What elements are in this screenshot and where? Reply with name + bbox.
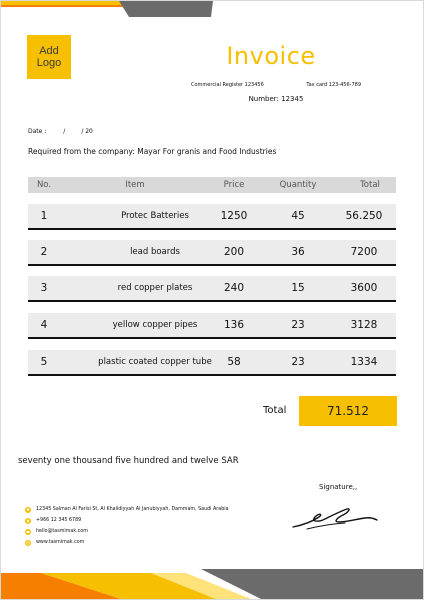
row-no: 1 xyxy=(40,210,48,222)
table-row xyxy=(28,350,396,376)
tax-card: Tax card 123-456-789 xyxy=(306,82,361,88)
contact-website xyxy=(25,537,229,548)
contact-text[interactable]: +966 12 345 6789 xyxy=(36,517,82,523)
signature-scribble xyxy=(289,503,381,533)
row-item: plastic coated copper tube xyxy=(98,357,212,367)
header-total: Total xyxy=(360,180,380,190)
table-header xyxy=(28,177,396,193)
row-quantity: 36 xyxy=(291,246,305,258)
contact-address xyxy=(25,504,229,515)
table-row xyxy=(28,204,396,230)
table-row xyxy=(28,240,396,266)
row-quantity: 23 xyxy=(291,319,305,331)
contact-text: 12345 Salman Al Farisi St, Al Khalidiyyah Al Janubiyyah, Dammam, Saudi Arabia xyxy=(36,506,229,512)
table-row xyxy=(28,276,396,302)
amount-in-words: seventy one thousand five hundred and twelve SAR xyxy=(18,456,239,466)
row-price: 200 xyxy=(223,246,245,258)
contact-text[interactable]: www.tasmimak.com xyxy=(36,539,85,545)
row-quantity: 15 xyxy=(291,282,305,294)
row-total: 3600 xyxy=(350,282,378,294)
phone-icon xyxy=(25,518,31,524)
row-quantity: 45 xyxy=(291,210,305,222)
contact-list xyxy=(25,504,229,548)
header-no: No. xyxy=(36,180,52,190)
location-icon xyxy=(25,507,31,513)
row-price: 1250 xyxy=(220,210,248,222)
bottom-decorative-band xyxy=(1,569,424,599)
contact-email xyxy=(25,526,229,537)
row-item: Protec Batteries xyxy=(121,211,189,221)
date-label: Date : xyxy=(28,128,47,135)
globe-icon xyxy=(25,540,31,546)
total-amount: 71.512 xyxy=(299,396,397,426)
row-no: 2 xyxy=(40,246,48,258)
registration-line xyxy=(191,82,361,88)
header-price: Price xyxy=(223,180,245,190)
row-no: 3 xyxy=(40,282,48,294)
contact-phone xyxy=(25,515,229,526)
row-total: 3128 xyxy=(350,319,378,331)
header-item: Item xyxy=(125,180,145,190)
logo-text-line1: Add xyxy=(39,45,59,57)
row-total: 56.250 xyxy=(345,210,383,222)
logo-text-line2: Logo xyxy=(36,57,62,69)
email-icon xyxy=(25,529,31,535)
top-decorative-band xyxy=(1,1,424,17)
contact-text[interactable]: hello@tasmimak.com xyxy=(36,528,88,534)
row-no: 5 xyxy=(40,356,48,368)
commercial-register: Commercial Register 123456 xyxy=(191,82,264,88)
row-item: yellow copper pipes xyxy=(112,320,198,330)
requesting-company: Required from the company: Mayar For granis and Food Industries xyxy=(28,147,277,156)
total-label: Total xyxy=(263,405,287,416)
invoice-number: Number: 12345 xyxy=(248,95,304,103)
row-total: 7200 xyxy=(350,246,378,258)
signature-label: Signature,, xyxy=(319,483,358,491)
header-quantity: Quantity xyxy=(279,180,317,190)
table-row xyxy=(28,313,396,339)
row-item: lead boards xyxy=(130,247,180,257)
date-line xyxy=(28,128,93,136)
row-price: 136 xyxy=(223,319,245,331)
row-no: 4 xyxy=(40,319,48,331)
row-total: 1334 xyxy=(350,356,378,368)
date-separator-2: / 20 xyxy=(81,128,93,135)
row-price: 240 xyxy=(223,282,245,294)
invoice-title: Invoice xyxy=(226,42,316,70)
logo-placeholder xyxy=(27,35,71,79)
date-separator-1: / xyxy=(63,128,66,135)
row-quantity: 23 xyxy=(291,356,305,368)
row-item: red copper plates xyxy=(117,283,193,293)
row-price: 58 xyxy=(227,356,241,368)
